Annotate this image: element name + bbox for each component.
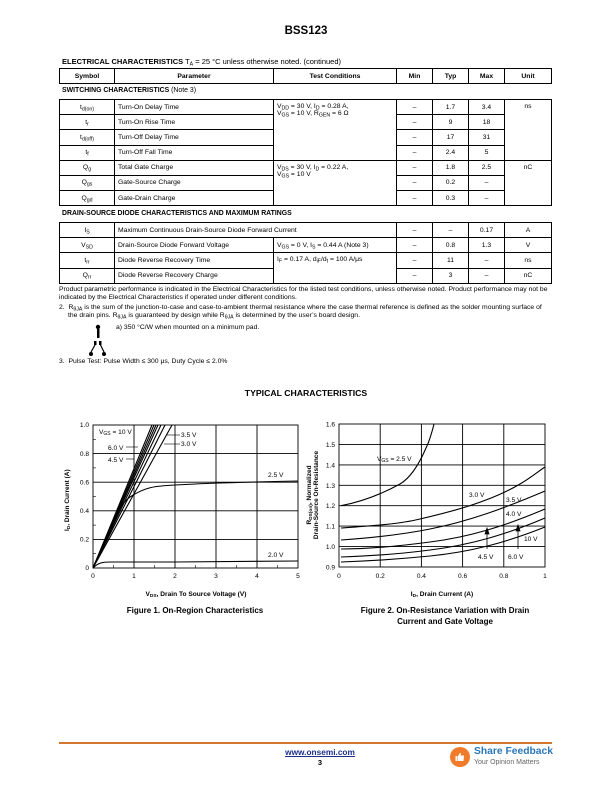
label-6v: 6.0 V: [108, 445, 124, 452]
svg-text:1.0: 1.0: [79, 422, 89, 429]
typ-cell: 1.7: [433, 100, 469, 115]
svg-text:0.4: 0.4: [79, 508, 89, 515]
symbol-cell: $t_{rr}$: [60, 253, 115, 268]
max-cell: –: [469, 268, 505, 283]
figure-2-caption: Figure 2. On-Resistance Variation with Drain Current and Gate Voltage: [360, 606, 530, 626]
label-2-5v: 2.5 V: [268, 472, 284, 479]
parameter-cell: Drain-Source Diode Forward Voltage: [115, 238, 274, 253]
symbol-cell: $Q_{gs}$: [60, 175, 115, 190]
page-number: 3: [317, 758, 323, 767]
svg-text:0.2: 0.2: [375, 573, 385, 580]
svg-text:1.5: 1.5: [325, 442, 335, 449]
label-3v: 3.0 V: [181, 441, 197, 448]
svg-text:4: 4: [255, 573, 259, 580]
max-cell: 3.4: [469, 100, 505, 115]
svg-text:1: 1: [132, 573, 136, 580]
max-cell: 0.17: [469, 223, 505, 238]
min-cell: –: [397, 145, 433, 160]
svg-text:0.2: 0.2: [79, 536, 89, 544]
svg-text:0.8: 0.8: [499, 573, 509, 580]
test-conditions-cell: $V_{DD} = 30$ V, $I_D = 0.28$ A, $V_{GS} = 10$ V, $R_{GEN} = 6$ Ω: [274, 100, 397, 161]
svg-text:0: 0: [91, 573, 95, 580]
svg-text:5: 5: [296, 573, 300, 580]
switching-heading: SWITCHING CHARACTERISTICS (Note 3): [62, 87, 196, 94]
table-row: [60, 100, 552, 115]
svg-text:0.6: 0.6: [79, 479, 89, 487]
max-cell: –: [469, 191, 505, 206]
thumbs-up-icon[interactable]: [450, 747, 470, 767]
electrical-characteristics-heading: ELECTRICAL CHARACTERISTICS $T_A = 25$ °C unless otherwise noted. (continued): [62, 57, 342, 68]
website-link[interactable]: www.onsemi.com: [285, 747, 355, 757]
svg-text:0.8: 0.8: [79, 451, 89, 458]
label-4-5v: 4.5 V: [108, 457, 124, 464]
typical-characteristics-heading: TYPICAL CHARACTERISTICS: [244, 388, 368, 398]
feedback-subtitle: Your Opinion Matters: [474, 759, 540, 766]
unit-cell: V: [505, 238, 552, 253]
svg-text:0.6: 0.6: [458, 573, 468, 580]
svg-text:1.6: 1.6: [325, 421, 335, 429]
col-unit: Unit: [505, 69, 552, 84]
label-3v: 3.0 V: [469, 492, 485, 499]
max-cell: 2.5: [469, 160, 505, 175]
switching-table: [59, 99, 552, 206]
min-cell: –: [397, 253, 433, 268]
note-2a: a) 350 °C/W when mounted on a minimum pad.: [116, 324, 260, 331]
diode-heading: DRAIN-SOURCE DIODE CHARACTERISTICS AND MAXIMUM RATINGS: [62, 210, 292, 217]
min-cell: –: [397, 115, 433, 130]
svg-text:0.4: 0.4: [416, 573, 426, 580]
col-parameter: Parameter: [115, 69, 274, 84]
col-max: Max: [469, 69, 505, 84]
min-cell: –: [397, 130, 433, 145]
typ-cell: 9: [433, 115, 469, 130]
parameter-cell: Turn-On Delay Time: [115, 100, 274, 115]
label-3-5v: 3.5 V: [181, 432, 197, 439]
note-3: 3. Pulse Test: Pulse Width ≤ 300 μs, Duty Cycle ≤ 2.0%: [59, 358, 228, 365]
symbol-cell: $Q_{rr}$: [60, 268, 115, 283]
typ-cell: –: [433, 223, 469, 238]
parameter-cell: Gate-Source Charge: [115, 175, 274, 190]
parameter-cell: Diode Reverse Recovery Time: [115, 253, 274, 268]
test-conditions-cell: $I_F = 0.17$ A, $d_{iF}/d_t = 100$ A/μs: [274, 253, 397, 283]
svg-text:1.2: 1.2: [325, 503, 335, 511]
table-row: [60, 160, 552, 175]
max-cell: 1.3: [469, 238, 505, 253]
svg-text:3: 3: [214, 573, 218, 580]
label-vgs-2-5v: VGS = 2.5 V: [377, 456, 412, 464]
col-test-conditions: Test Conditions: [274, 69, 397, 84]
symbol-cell: $t_{d(off)}$: [60, 130, 115, 145]
test-conditions-cell: $V_{GS} = 0$ V, $I_S = 0.44$ A (Note 3): [274, 238, 397, 253]
part-number-title: BSS123: [284, 25, 328, 37]
typ-cell: 0.2: [433, 175, 469, 190]
minimum-pad-icon: [86, 324, 110, 358]
label-4-5v: 4.5 V: [478, 554, 494, 561]
svg-text:0: 0: [85, 565, 89, 572]
min-cell: –: [397, 160, 433, 175]
symbol-cell: $I_S$: [60, 223, 115, 238]
fig1-ylabel: ID, Drain Current (A): [64, 469, 72, 531]
typ-cell: 2.4: [433, 145, 469, 160]
parameter-cell: Turn-Off Delay Time: [115, 130, 274, 145]
diode-table: [59, 222, 552, 284]
symbol-cell: $t_{d(on)}$: [60, 100, 115, 115]
parameter-cell: Turn-Off Fall Time: [115, 145, 274, 160]
min-cell: –: [397, 223, 433, 238]
unit-cell: nC: [505, 268, 552, 283]
note-2: 2. $R_{\theta JA}$ is the sum of the junction-to-case and case-to-ambient thermal resistance where the case thermal reference is defined as the solder mounting surface of the drain pins. $R_{\theta JA}$ is guaranteed by design while $R_{\theta JA}$ is determined by the user’s board design.: [59, 304, 542, 321]
svg-text:0: 0: [337, 573, 341, 580]
share-feedback-button[interactable]: Share Feedback: [474, 746, 553, 757]
min-cell: –: [397, 191, 433, 206]
symbol-cell: $t_f$: [60, 145, 115, 160]
test-conditions-cell: $V_{DS} = 30$ V, $I_D = 0.22$ A, $V_{GS} = 10$ V: [274, 160, 397, 206]
min-cell: –: [397, 175, 433, 190]
min-cell: –: [397, 100, 433, 115]
typ-cell: 17: [433, 130, 469, 145]
footer-divider: [59, 742, 552, 744]
table-row: [60, 253, 552, 268]
svg-text:1.1: 1.1: [325, 523, 335, 531]
parameter-cell: Gate-Drain Charge: [115, 191, 274, 206]
typ-cell: 11: [433, 253, 469, 268]
typ-cell: 3: [433, 268, 469, 283]
max-cell: 18: [469, 115, 505, 130]
typ-cell: 1.8: [433, 160, 469, 175]
figure-1-chart: [55, 415, 315, 605]
label-4v: 4.0 V: [506, 511, 522, 518]
table-row: [60, 223, 552, 238]
svg-text:1.4: 1.4: [325, 462, 335, 470]
label-2v: 2.0 V: [268, 552, 284, 559]
unit-cell: A: [505, 223, 552, 238]
min-cell: –: [397, 268, 433, 283]
label-10v: 10 V: [524, 536, 538, 543]
header-row: [60, 69, 552, 84]
fig2-xlabel: ID, Drain Current (A): [410, 591, 474, 599]
parameter-cell: Total Gate Charge: [115, 160, 274, 175]
unit-cell: ns: [505, 253, 552, 268]
parameter-cell: Maximum Continuous Drain-Source Diode Forward Current: [115, 223, 397, 238]
symbol-cell: $t_r$: [60, 115, 115, 130]
max-cell: 31: [469, 130, 505, 145]
figure-2-chart: [300, 415, 560, 605]
max-cell: –: [469, 253, 505, 268]
symbol-cell: $Q_{gd}$: [60, 191, 115, 206]
label-6v: 6.0 V: [508, 554, 524, 561]
col-typ: Typ: [433, 69, 469, 84]
parameter-cell: Turn-On Rise Time: [115, 115, 274, 130]
typ-cell: 0.3: [433, 191, 469, 206]
symbol-cell: $Q_g$: [60, 160, 115, 175]
parameter-cell: Diode Reverse Recovery Charge: [115, 268, 274, 283]
svg-text:1: 1: [543, 573, 547, 580]
disclaimer-text: Product parametric performance is indicated in the Electrical Characteristics for the listed test conditions, unless otherwise noted. Product performance may not be indicated by the Electrical Characteristics if operated under different conditions.: [59, 286, 548, 302]
max-cell: 5: [469, 145, 505, 160]
fig2-ylabel-2: Drain-Source On-Resistance: [313, 450, 320, 540]
table-header: [59, 68, 552, 84]
symbol-cell: $V_{SD}$: [60, 238, 115, 253]
unit-cell: nC: [505, 160, 552, 206]
typ-cell: 0.8: [433, 238, 469, 253]
fig2-ylabel-1: RDS(on), Normalized: [306, 465, 314, 525]
figure-1-caption: Figure 1. On-Region Characteristics: [126, 606, 264, 615]
min-cell: –: [397, 238, 433, 253]
fig1-xlabel: VDS, Drain To Source Voltage (V): [145, 591, 247, 599]
svg-text:2: 2: [173, 573, 177, 580]
svg-text:0.9: 0.9: [325, 564, 335, 572]
max-cell: –: [469, 175, 505, 190]
svg-text:1.0: 1.0: [325, 544, 335, 551]
svg-text:1.3: 1.3: [325, 482, 335, 490]
table-row: [60, 238, 552, 253]
col-symbol: Symbol: [60, 69, 115, 84]
unit-cell: ns: [505, 100, 552, 161]
label-vgs-10v: VGS = 10 V: [99, 429, 132, 437]
label-3-5v: 3.5 V: [506, 497, 522, 504]
col-min: Min: [397, 69, 433, 84]
